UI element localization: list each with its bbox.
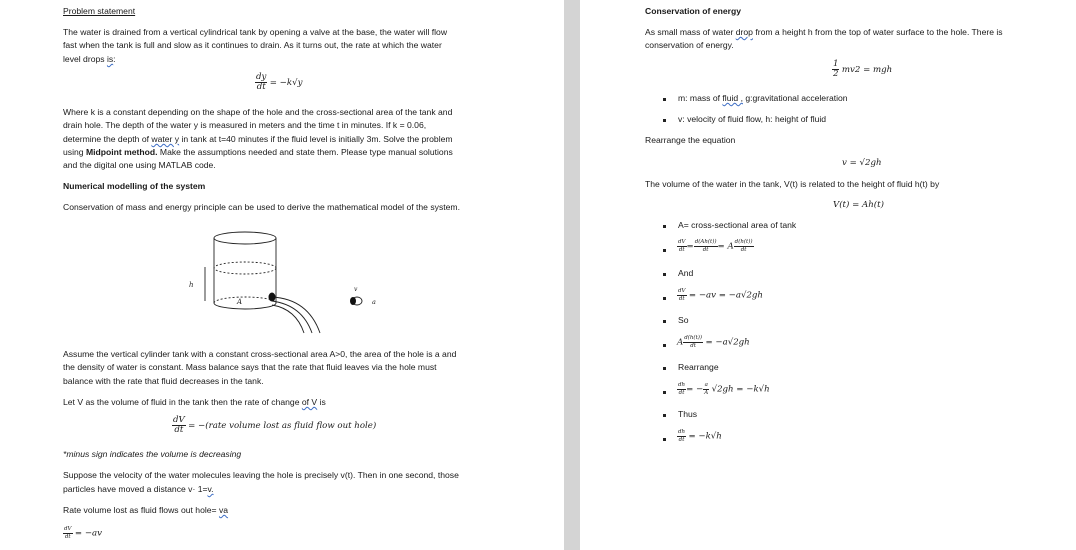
bullet xyxy=(663,273,666,276)
equation-dV-dt-rate: $\frac{dV}{dt}$ = −(rate volume lost as fluid flow out hole) xyxy=(173,415,377,435)
bullet xyxy=(663,391,666,394)
bullet-velocity: v: velocity of fluid flow, h: height of fluid xyxy=(678,114,827,124)
equation-energy: $\frac{1}{2}$ mv2 = mgh xyxy=(833,59,893,79)
bullet xyxy=(663,297,666,300)
bullet xyxy=(663,344,666,347)
energy-paragraph-line: As small mass of water drop from a height h from the top of water surface to the hole. There is xyxy=(645,27,1003,37)
where-paragraph-line: using Midpoint method. Make the assumptions needed and state them. Please type manual solutions xyxy=(63,147,453,157)
bullet xyxy=(663,119,666,122)
rate-volume-lost: Rate volume lost as fluid flows out hole= va xyxy=(63,505,229,515)
velocity-paragraph-line: Suppose the velocity of the water molecules leaving the hole is precisely v(t). Then in one second, those xyxy=(63,470,459,480)
problem-paragraph-line: The water is drained from a vertical cylindrical tank by opening a valve at the base, the water will flow xyxy=(63,27,448,37)
assume-paragraph-line: the density of water is constant. Mass balance says that the rate that fluid leaves via the hole must xyxy=(63,362,437,372)
equation-A-dh-dt: A $\frac{d(h(t))}{dt}$ = −a√2gh xyxy=(677,335,750,349)
equation-v: v = √2gh xyxy=(842,158,882,168)
where-paragraph-line: and the digital one using MATLAB code. xyxy=(63,160,216,170)
equation-dh-dt-k: $\frac{dh}{dt}$ = − $\frac{a}{A}$ √2gh = −k√h xyxy=(678,382,770,396)
conservation-paragraph: Conservation of mass and energy principle can be used to derive the mathematical model of the system. xyxy=(63,202,460,212)
tank-diagram xyxy=(180,225,390,340)
where-paragraph-line: determine the depth of water y in tank at t=40 minutes if the fluid level is initially 3m. Solve the problem xyxy=(63,134,453,144)
bullet xyxy=(663,249,666,252)
label-h: h xyxy=(189,281,194,289)
equation-dV-dt-Ah: $\frac{dV}{dt}$ = $\frac{d(Ah(t))}{dt}$ = A $\frac{d(h(t))}{dt}$ xyxy=(678,239,753,253)
let-v-paragraph: Let V as the volume of fluid in the tank then the rate of change of V is xyxy=(63,397,326,407)
rearrange-label: Rearrange the equation xyxy=(645,135,736,145)
bullet xyxy=(663,414,666,417)
where-paragraph-line: Where k is a constant depending on the shape of the hole and the cross-sectional area of the tank and xyxy=(63,107,453,117)
assume-paragraph-line: Assume the vertical cylinder tank with a constant cross-sectional area A>0, the area of the hole is a and xyxy=(63,349,457,359)
thus-label: Thus xyxy=(678,409,698,419)
equation-dy-dt: $\frac{dy}{dt}$ = −k√y xyxy=(256,72,303,92)
tank-bottom-arc xyxy=(214,303,276,309)
bullet xyxy=(663,367,666,370)
bullet xyxy=(663,98,666,101)
tank-top-ellipse xyxy=(214,232,276,244)
conservation-energy-heading: Conservation of energy xyxy=(645,6,741,16)
bullet-mass: m: mass of fluid , g:gravitational acceleration xyxy=(678,93,848,103)
bullet-area: A= cross-sectional area of tank xyxy=(678,220,797,230)
numerical-modelling-heading: Numerical modelling of the system xyxy=(63,181,206,191)
document-page-right xyxy=(580,0,1076,550)
bullet xyxy=(663,225,666,228)
label-v: v xyxy=(354,286,358,293)
problem-paragraph-line: fast when the tank is full and slow as it continues to drain. As it turns out, the rate at which the water xyxy=(63,40,442,50)
page-gap xyxy=(564,0,580,550)
tank-bottom-hidden xyxy=(214,297,276,303)
equation-V: V(t) = Ah(t) xyxy=(833,200,884,210)
equation-dV-dt-av-right: $\frac{dV}{dt}$ = −av = −a√2gh xyxy=(678,288,763,302)
equation-dh-dt-final: $\frac{dh}{dt}$ = −k√h xyxy=(678,429,722,443)
label-a: a xyxy=(372,298,376,306)
energy-paragraph-line: conservation of energy. xyxy=(645,40,734,50)
velocity-paragraph-line: particles have moved a distance v· 1=v. xyxy=(63,484,214,494)
hole-marker xyxy=(350,297,356,305)
water-surface-ellipse xyxy=(214,262,276,274)
bullet xyxy=(663,320,666,323)
problem-paragraph-line: level drops is: xyxy=(63,54,116,64)
stream-middle xyxy=(272,301,312,333)
stream-inner xyxy=(272,305,304,333)
problem-statement-heading: Problem statement xyxy=(63,6,136,16)
where-paragraph-line: drain hole. The depth of the water y is measured in meters and the time t in minutes. If k = 0.06, xyxy=(63,120,427,130)
so-label: So xyxy=(678,315,689,325)
equation-dV-dt-av: $\frac{dV}{dt}$ = −av xyxy=(64,526,103,540)
minus-sign-note: *minus sign indicates the volume is decreasing xyxy=(63,449,242,459)
label-A: A xyxy=(237,298,243,306)
volume-paragraph: The volume of the water in the tank, V(t) is related to the height of fluid h(t) by xyxy=(645,179,940,189)
assume-paragraph-line: balance with the rate that fluid decreases in the tank. xyxy=(63,376,264,386)
and-label: And xyxy=(678,268,694,278)
bullet xyxy=(663,438,666,441)
drain-hole xyxy=(269,293,276,302)
rearrange-bullet-label: Rearrange xyxy=(678,362,719,372)
